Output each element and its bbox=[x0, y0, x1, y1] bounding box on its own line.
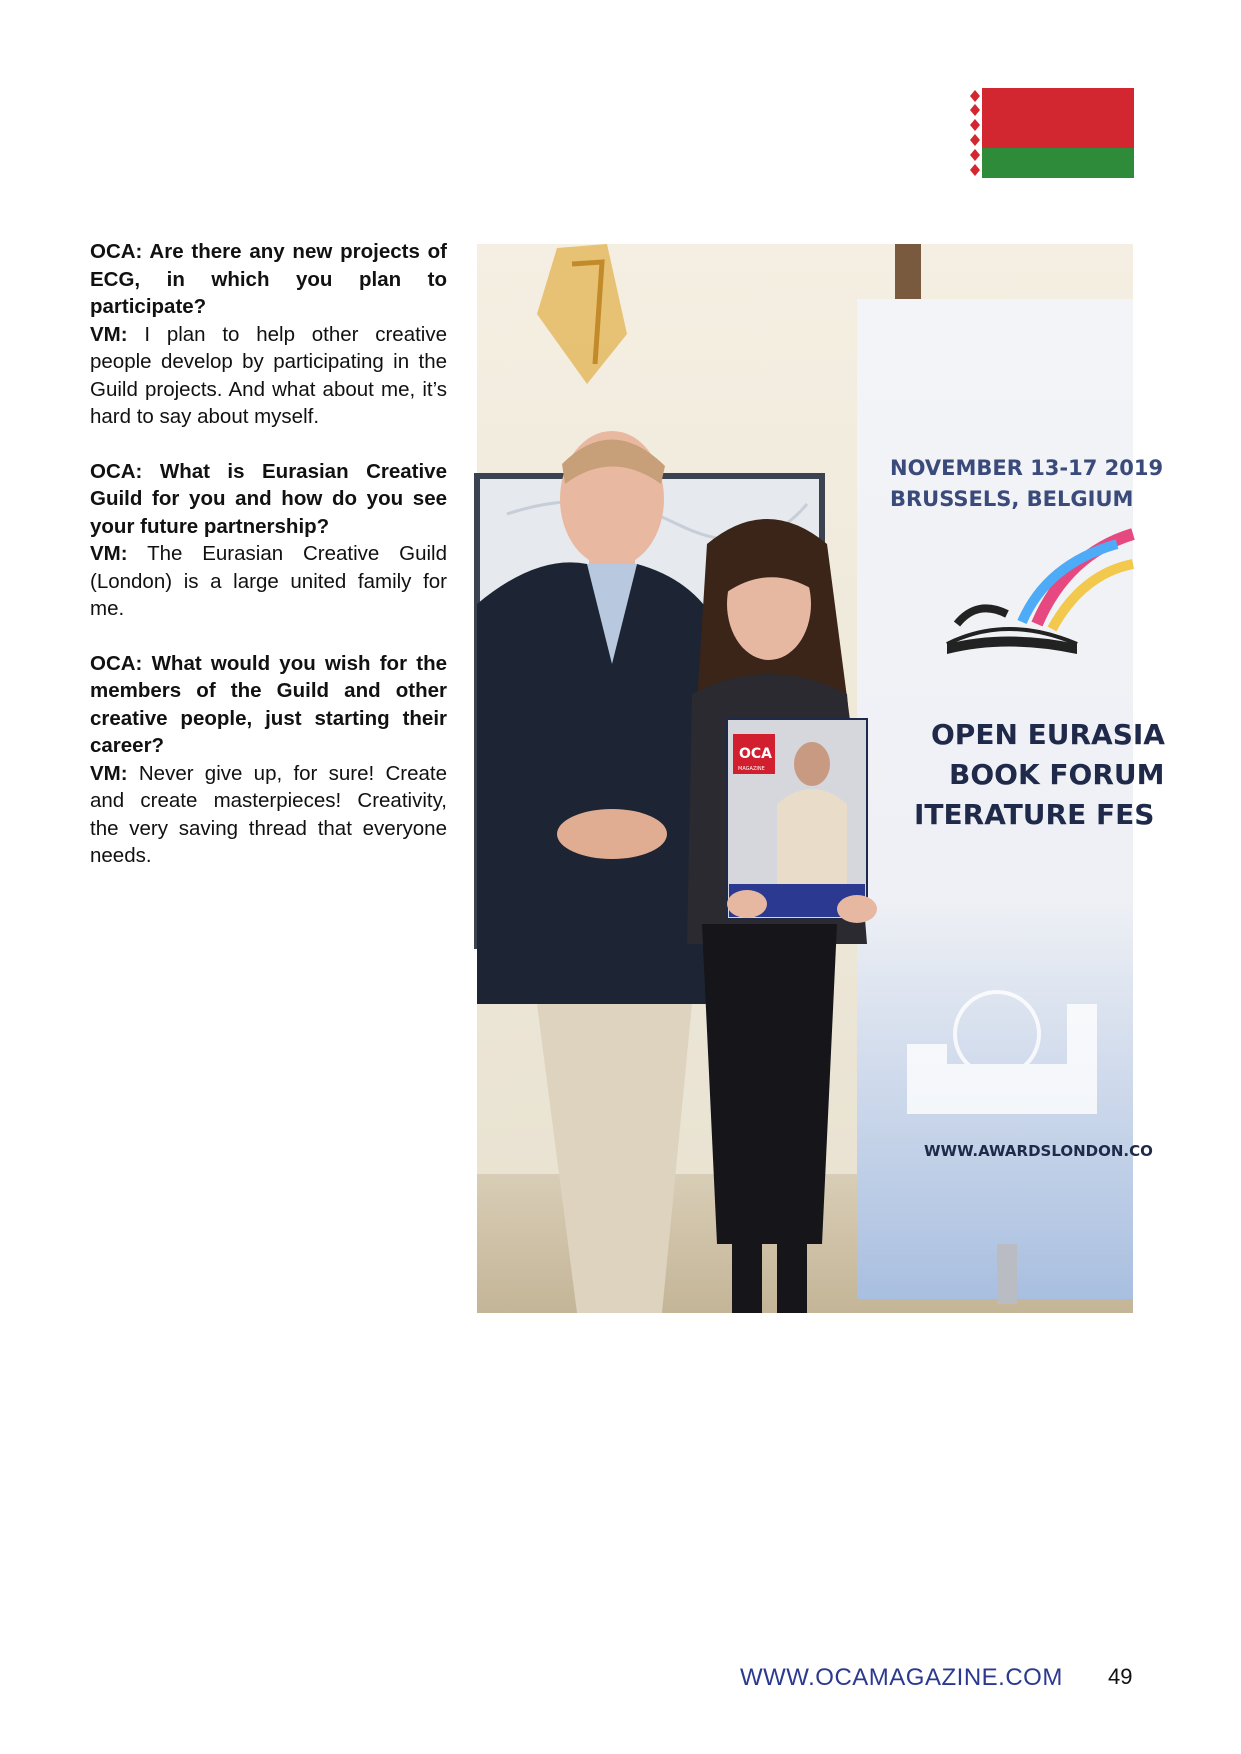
question: OCA: Are there any new projects of ECG, in which you plan to participate? bbox=[90, 240, 447, 318]
banner-title-2: BOOK FORUM bbox=[949, 758, 1165, 791]
banner-url: WWW.AWARDSLONDON.CO bbox=[924, 1142, 1153, 1160]
roll-up-banner bbox=[857, 299, 1165, 1304]
banner-title-1: OPEN EURASIA bbox=[931, 718, 1165, 751]
belarus-flag bbox=[968, 88, 1134, 178]
oca-magazine-cover bbox=[727, 719, 867, 919]
banner-date: NOVEMBER 13-17 2019 bbox=[890, 456, 1164, 480]
question: OCA: What is Eurasian Creative Guild for you and how do you see your future partnership? bbox=[90, 459, 447, 538]
banner-place: BRUSSELS, BELGIUM bbox=[890, 487, 1134, 511]
qa-block bbox=[90, 650, 447, 870]
banner-title-3: ITERATURE FES bbox=[914, 798, 1155, 831]
interview-column bbox=[90, 238, 447, 897]
answer bbox=[90, 760, 447, 870]
footer-url[interactable]: WWW.OCAMAGAZINE.COM bbox=[740, 1664, 1063, 1691]
magazine-sub: MAGAZINE bbox=[738, 766, 765, 772]
speaker: VM: bbox=[90, 761, 128, 785]
answer-text: Never give up, for sure! Create and create masterpieces! Creativity, the very saving thread that everyone needs. bbox=[90, 761, 448, 867]
answer-text: I plan to help other creative people develop by participating in the Guild projects. And what about me, it’s hard to say about myself. bbox=[90, 322, 448, 428]
answer bbox=[90, 321, 447, 431]
magazine-logo: OCA bbox=[739, 746, 773, 762]
flag-red-band bbox=[982, 88, 1134, 148]
answer bbox=[90, 540, 447, 623]
speaker: VM: bbox=[90, 322, 128, 346]
flag-green-band bbox=[982, 148, 1134, 178]
page-number: 49 bbox=[1108, 1664, 1133, 1689]
qa-block bbox=[90, 238, 447, 431]
event-photo bbox=[477, 244, 1165, 1313]
answer-text: The Eurasian Creative Guild (London) is a large united family for me. bbox=[90, 542, 448, 620]
qa-block bbox=[90, 458, 447, 623]
flag-ornament bbox=[968, 88, 982, 178]
question: OCA: What would you wish for the members of the Guild and other creative people, just starting their career? bbox=[90, 651, 447, 757]
speaker: VM: bbox=[90, 542, 128, 565]
